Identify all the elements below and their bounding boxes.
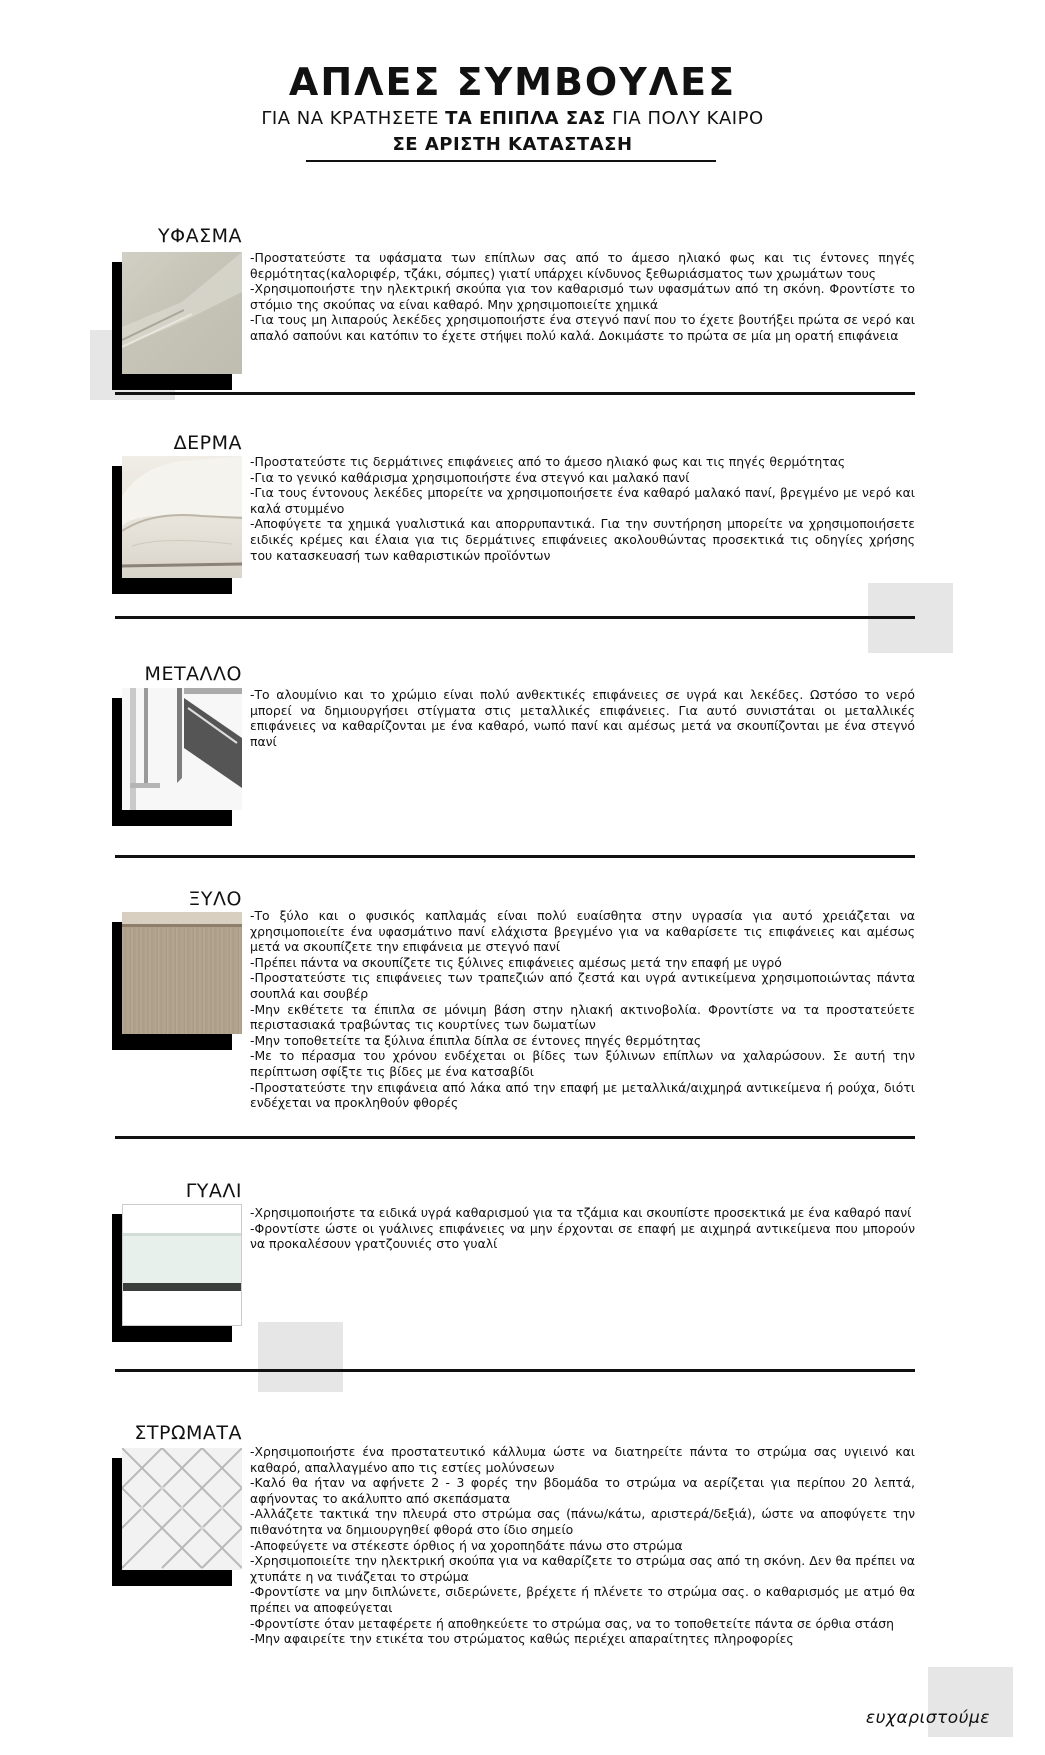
section-divider <box>115 392 915 395</box>
section-text <box>250 250 915 344</box>
section-divider <box>115 1136 915 1139</box>
tip-line: -Φροντίστε να μην διπλώνετε, σιδερώνετε, βρέχετε ή πλένετε το στρώμα σας. ο καθαρισμός με ατμό θα πρέπει να αποφεύγεται <box>250 1584 915 1615</box>
tip-line: -Για το γενικό καθάρισμα χρησιμοποιήστε ένα στεγνό και μαλακό πανί <box>250 469 690 485</box>
section-title: ΞΥΛΟ <box>188 888 242 910</box>
wood-image <box>112 912 242 1052</box>
tip-line: -Καλό θα ήταν να αφήνετε 2 - 3 φορές την βδομάδα το στρώμα να αερίζεται για περίπου 20 λεπτά, αφήνοντας το ακάλυπτο από σκεπάσματα <box>250 1475 915 1506</box>
glass-photo <box>122 1204 242 1326</box>
tip-line: -Μην αφαιρείτε την ετικέτα του στρώματος καθώς περιέχει απαραίτητες πληροφορίες <box>250 1631 794 1647</box>
section-divider <box>115 1369 915 1372</box>
section-text <box>250 687 915 749</box>
tip-line: -Χρησιμοποιήστε την ηλεκτρική σκούπα για τον καθαρισμό των υφασμάτων από τη σκόνη. Φροντίστε το στόμιο της σκούπας να είναι καθαρό. Μην χρησιμοποιείτε χημικά <box>250 281 915 312</box>
tip-line: -Με το πέρασμα του χρόνου ενδέχεται οι βίδες των ξύλινων επίπλων να χαλαρώσουν. Σε αυτή την περίπτωση σφίξτε τις βίδες με ένα κατσαβίδι <box>250 1048 915 1079</box>
tip-line: -Φροντίστε ώστε οι γυάλινες επιφάνειες να μην έρχονται σε επαφή με αιχμηρά αντικείμενα που μπορούν να προκαλέσουν γρατζουνιές στο γυαλί <box>250 1220 915 1252</box>
glass-image <box>112 1204 242 1344</box>
tip-line: -Προστατεύστε τα υφάσματα των επίπλων σας από το άμεσο ηλιακό φως και τις έντονες πηγές θερμότητας(καλοριφέρ, τζάκι, σόμπες) γιατί υπάρχει κίνδυνος ξεθωριάσματος των χρωμάτων τους <box>250 250 915 281</box>
section-text <box>250 1444 915 1647</box>
mattress-photo <box>122 1448 242 1570</box>
metal-photo <box>122 688 242 810</box>
section-text <box>250 1205 915 1252</box>
section-title: ΔΕΡΜΑ <box>173 432 242 454</box>
thanks-text: ευχαριστούμε <box>865 1708 990 1728</box>
leather-photo <box>122 456 242 578</box>
tip-line: -Προστατεύστε την επιφάνεια από λάκα από την επαφή με μεταλλικά/αιχμηρά αντικείμενα ή ρούχα, διότι ενδέχεται να προκληθούν φθορές <box>250 1079 915 1111</box>
leather-image <box>112 456 242 596</box>
tip-line: -Προστατεύστε τις δερμάτινες επιφάνειες από το άμεσο ηλιακό φως και τις πηγές θερμότητας <box>250 454 846 469</box>
tip-line: -Πρέπει πάντα να σκουπίζετε τις ξύλινες επιφάνειες αμέσως μετά την επαφή με υγρό <box>250 954 782 970</box>
wood-photo <box>122 912 242 1034</box>
fabric-photo <box>122 252 242 374</box>
metal-image <box>112 688 242 828</box>
page-subtitle <box>0 106 1025 132</box>
section-divider <box>115 616 915 619</box>
tip-line: -Προστατεύστε τις επιφάνειες των τραπεζιών από ζεστά και υγρά αντικείμενα χρησιμοποιώντας πάντα σουπλά και σουβέρ <box>250 970 915 1001</box>
fabric-image <box>112 252 242 392</box>
tip-line: -Για τους έντονους λεκέδες μπορείτε να χρησιμοποιήσετε ένα καθαρό μαλακό πανί, βρεγμένο με νερό και καλά στυμμένο <box>250 485 915 516</box>
section-text <box>250 454 915 563</box>
subtitle-post: ΓΙΑ ΠΟΛΥ ΚΑΙΡΟ <box>605 108 764 129</box>
section-title: ΥΦΑΣΜΑ <box>158 225 242 247</box>
section-text <box>250 908 915 1111</box>
page-subtitle-2: ΣΕ ΑΡΙΣΤΗ ΚΑΤΑΣΤΑΣΗ <box>392 134 633 155</box>
section-divider <box>115 855 915 858</box>
subtitle-pre: ΓΙΑ ΝΑ ΚΡΑΤΗΣΕΤΕ <box>261 108 446 129</box>
tip-line: -Χρησιμοποιήστε τα ειδικά υγρά καθαρισμού για τα τζάμια και σκουπίστε προσεκτικά με ένα καθαρό πανί <box>250 1205 912 1220</box>
tip-line: -Φροντίστε όταν μεταφέρετε ή αποθηκεύετε το στρώμα σας, να το τοποθετείτε πάντα σε όρθια στάση <box>250 1615 895 1631</box>
tip-line: -Μην εκθέτετε τα έπιπλα σε μόνιμη βάση στην ηλιακή ακτινοβολία. Φροντίστε να τα προστατεύετε περιστασιακά τραβώντας τις κουρτίνες των δωματίων <box>250 1001 915 1033</box>
mattress-image <box>112 1448 242 1588</box>
section-title: ΜΕΤΑΛΛΟ <box>144 663 242 685</box>
tip-line: -Χρησιμοποιήστε ένα προστατευτικό κάλλυμα ώστε να διατηρείτε πάντα το στρώμα σας υγιεινό και καθαρό, απαλλαγμένο απο τις εστίες μολύνσεων <box>250 1444 915 1475</box>
tip-line: -Το αλουμίνιο και το χρώμιο είναι πολύ ανθεκτικές επιφάνειες σε υγρά και λεκέδες. Ωστόσο το νερό μπορεί να δημιουργήσει στίγματα στις μεταλλικές επιφάνειες. Για αυτό συνιστάται οι μεταλλικές επιφάνειες να καθαρίζονται με ένα καθαρό, νωπό πανί και αμέσως μετά να σκουπίζονται με ένα στεγνό πανί <box>250 687 915 749</box>
header-divider <box>306 160 716 162</box>
page-header <box>0 58 1025 158</box>
section-title: ΓΥΑΛΙ <box>185 1180 242 1202</box>
tip-line: -Μην τοποθετείτε τα ξύλινα έπιπλα δίπλα σε έντονες πηγές θερμότητας <box>250 1032 702 1048</box>
decor-square <box>258 1322 343 1392</box>
tip-line: -Αποφύγετε τα χημικά γυαλιστικά και απορρυπαντικά. Για την συντήρηση μπορείτε να χρησιμοποιήσετε ειδικές κρέμες και έλαια για τις δερμάτινες επιφάνειες ακολουθώντας προσεκτικά τις οδηγίες χρήσης του κατασκευασή των καθαριστικών προϊόντων <box>250 516 915 563</box>
tip-line: -Αποφεύγετε να στέκεστε όρθιος ή να χοροπηδάτε πάνω στο στρώμα <box>250 1537 683 1553</box>
tip-line: -Το ξύλο και ο φυσικός καπλαμάς είναι πολύ ευαίσθητα στην υγρασία για αυτό χρειάζεται να χρησιμοποιείτε ένα υφασμάτινο πανί ελάχιστα βρεγμένο για να καθαρίσετε τις επιφάνειες και αμέσως μετά να σκουπίζετε την επιφάνεια με στεγνό πανί <box>250 908 915 955</box>
subtitle-bold: ΤΑ ΕΠΙΠΛΑ ΣΑΣ <box>445 108 606 129</box>
page-title: ΑΠΛΕΣ ΣΥΜΒΟΥΛΕΣ <box>288 60 737 104</box>
tip-line: -Για τους μη λιπαρούς λεκέδες χρησιμοποιήστε ένα στεγνό πανί που το έχετε βουτήξει πρώτα σε νερό και απαλό σαπούνι και κατόπιν το έχετε στήψει πολύ καλά. Δοκιμάστε το πρώτα σε μία μη ορατή επιφάνεια <box>250 312 915 343</box>
tip-line: -Αλλάζετε τακτικά την πλευρά στο στρώμα σας (πάνω/κάτω, αριστερά/δεξιά), ώστε να αποφύγετε την πιθανότητα να δημιουργηθεί φθορά στο ίδιο σημείο <box>250 1506 915 1537</box>
section-title: ΣΤΡΩΜΑΤΑ <box>134 1422 242 1444</box>
tip-line: -Χρησιμοποιείτε την ηλεκτρική σκούπα για να καθαρίζετε το στρώμα σας από τη σκόνη. Δεν θα πρέπει να χτυπάτε η να τινάζεται το στρώμα <box>250 1553 915 1584</box>
